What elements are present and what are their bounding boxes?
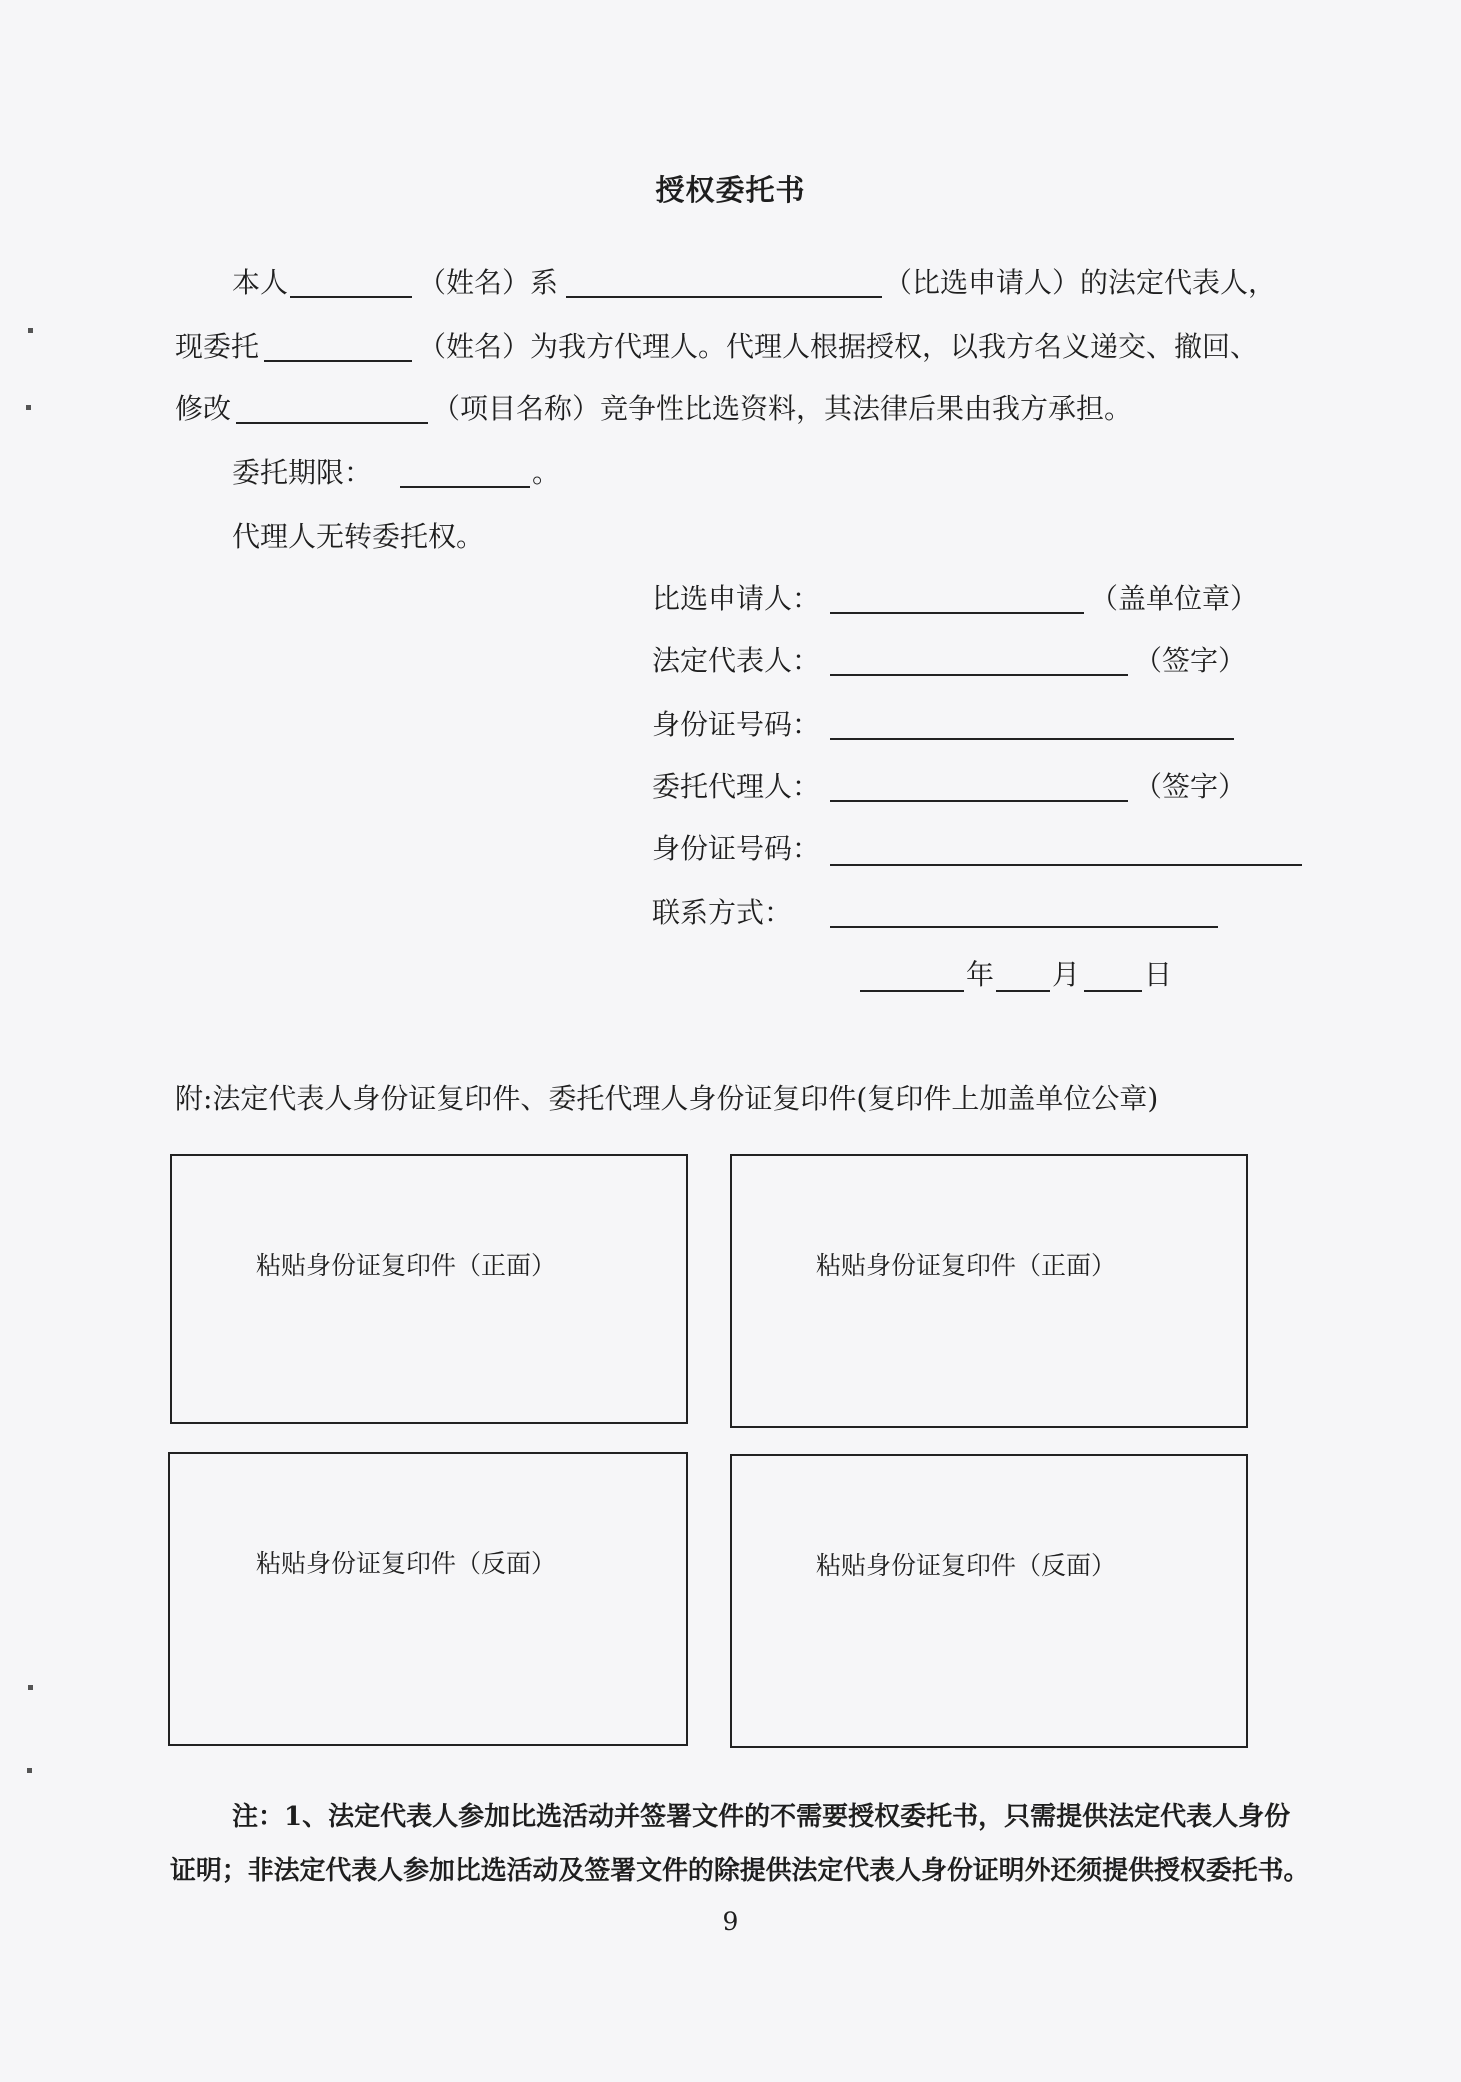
scan-mark: [26, 405, 31, 410]
id-number-label-1: 身份证号码：: [652, 708, 821, 741]
principal-name-blank[interactable]: [290, 296, 412, 298]
id-number-label-2: 身份证号码：: [652, 832, 821, 865]
contact-blank[interactable]: [830, 926, 1218, 928]
id-back-box-right[interactable]: [730, 1454, 1248, 1748]
term-blank[interactable]: [400, 486, 530, 488]
note-line-2: 证明；非法定代表人参加比选活动及签署文件的除提供法定代表人身份证明外还须提供授权委托书。: [170, 1856, 1310, 1886]
para2-text: （姓名）为我方代理人。代理人根据授权，以我方名义递交、撤回、: [418, 330, 1259, 363]
legal-rep-signature-blank[interactable]: [830, 674, 1128, 676]
scan-mark: [27, 1768, 32, 1773]
agent-name-blank[interactable]: [264, 360, 412, 362]
contact-label: 联系方式：: [652, 896, 793, 929]
term-end: 。: [532, 456, 561, 489]
applicant-signature-blank[interactable]: [830, 612, 1084, 614]
para2-prefix: 现委托: [175, 330, 260, 363]
month-blank[interactable]: [996, 990, 1050, 992]
scan-mark: [28, 1685, 33, 1690]
id-box-label: 粘贴身份证复印件（反面）: [256, 1549, 557, 1578]
term-label: 委托期限：: [232, 456, 373, 489]
agent-id-blank[interactable]: [830, 864, 1302, 866]
project-name-blank[interactable]: [236, 422, 428, 424]
page-number: 9: [722, 1907, 739, 1936]
para1-prefix: 本人: [232, 266, 289, 299]
id-back-box-left[interactable]: [168, 1452, 688, 1746]
applicant-suffix: （盖单位章）: [1090, 582, 1259, 615]
applicant-blank[interactable]: [566, 296, 882, 298]
agent-label: 委托代理人：: [652, 770, 821, 803]
id-front-box-right[interactable]: [730, 1154, 1248, 1428]
agent-suffix: （签字）: [1134, 770, 1247, 803]
note-line-1: 注：1、法定代表人参加比选活动并签署文件的不需要授权委托书，只需提供法定代表人身份: [232, 1802, 1291, 1832]
id-front-box-left[interactable]: [170, 1154, 688, 1424]
agent-signature-blank[interactable]: [830, 800, 1128, 802]
id-box-label: 粘贴身份证复印件（反面）: [816, 1551, 1117, 1580]
legal-rep-suffix: （签字）: [1134, 644, 1247, 677]
applicant-label: 比选申请人：: [652, 582, 821, 615]
date-month-label: 月: [1052, 958, 1081, 991]
id-box-label: 粘贴身份证复印件（正面）: [816, 1251, 1117, 1280]
date-year-label: 年: [966, 958, 995, 991]
para1-name-hint: （姓名）系: [418, 266, 559, 299]
date-day-label: 日: [1144, 958, 1173, 991]
no-subdelegation-text: 代理人无转委托权。: [232, 520, 485, 553]
id-box-label: 粘贴身份证复印件（正面）: [256, 1251, 557, 1280]
para3-prefix: 修改: [175, 392, 232, 425]
day-blank[interactable]: [1084, 990, 1142, 992]
para3-text: （项目名称）竞争性比选资料，其法律后果由我方承担。: [432, 392, 1133, 425]
para1-applicant-hint: （比选申请人）的法定代表人，: [884, 266, 1277, 299]
legal-rep-id-blank[interactable]: [830, 738, 1234, 740]
legal-rep-label: 法定代表人：: [652, 644, 821, 677]
scan-mark: [28, 328, 33, 333]
year-blank[interactable]: [860, 990, 964, 992]
attachment-line: 附:法定代表人身份证复印件、委托代理人身份证复印件(复印件上加盖单位公章): [175, 1082, 1159, 1115]
page-title: 授权委托书: [655, 173, 806, 207]
